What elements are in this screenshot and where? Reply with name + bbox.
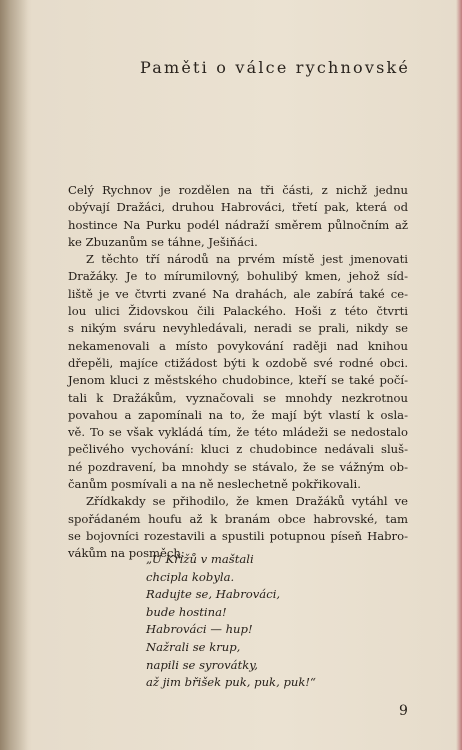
text-line: s nikým sváru nevyhledávali, neradi se prali, nikdy se [68,321,408,336]
running-head-title: Paměti o válce rychnovské [140,58,411,77]
text-line: vákům na posměch: [68,546,185,561]
poem-line: Radujte se, Habrováci, [146,587,281,602]
text-line: pečlivého vychování: kluci z chudobince nedávali sluš- [68,442,408,457]
poem-line: bude hostina! [146,604,227,619]
text-line: liště je ve čtvrti zvané Na drahách, ale zabírá také ce- [68,286,408,301]
poem-line: chcipla kobyla. [146,569,235,584]
text-line: Jenom kluci z městského chudobince, kteří se také počí- [68,373,408,388]
poem-line: až jim břišek puk, puk, puk!“ [146,675,316,690]
text-line: hostince Na Purku podél nádraží směrem půlnočním až [68,217,408,232]
spine-shadow [0,0,28,750]
text-line: spořádaném houfu až k branám obce habrovské, tam [68,511,408,526]
poem-line: „U Křižů v maštali [146,552,254,566]
text-line: Z těchto tří národů na prvém místě jest jmenovati [86,252,408,267]
text-line: Celý Rychnov je rozdělen na tři části, z nichž jednu [68,183,408,197]
text-line: dřepěli, majíce ctižádost býti k ozdobě své rodné obci. [68,355,408,370]
text-line: povahou a zapomínali na to, že mají být vlastí k osla- [68,407,408,422]
text-line: ke Zbuzanům se táhne, Ješiňáci. [68,234,258,249]
poem-line: Nažrali se krup, [146,639,241,654]
poem-line: napili se syrovátky, [146,657,258,672]
text-line: vě. To se však vykládá tím, že této mládeži se nedostalo [68,425,408,440]
text-line: Zřídkakdy se přihodilo, že kmen Dražáků vytáhl ve [86,494,408,509]
text-line: se bojovníci rozestavili a spustili potupnou píseň Habro- [68,528,408,543]
page-edge [456,0,462,750]
text-line: lou ulici Židovskou čili Palackého. Hoši z této čtvrti [68,304,408,319]
text-line: čanům posmívali a na ně neslechetně pokřikovali. [68,477,361,492]
poem [146,551,386,692]
text-line: Dražáky. Je to mírumilovný, bohulibý kmen, jehož síd- [68,269,408,284]
body-text [68,182,408,563]
poem-line: Habrováci — hup! [146,622,253,637]
text-line: obývají Dražáci, druhou Habrováci, třetí pak, která od [68,200,408,215]
page-number: 9 [399,703,408,719]
text-line: né pozdravení, ba mnohdy se stávalo, že se vážným ob- [68,459,408,474]
text-line: tali k Dražákům, vyznačovali se mnohdy nezkrotnou [68,390,408,405]
text-line: nekamenovali a místo povykování raději nad knihou [68,338,408,353]
